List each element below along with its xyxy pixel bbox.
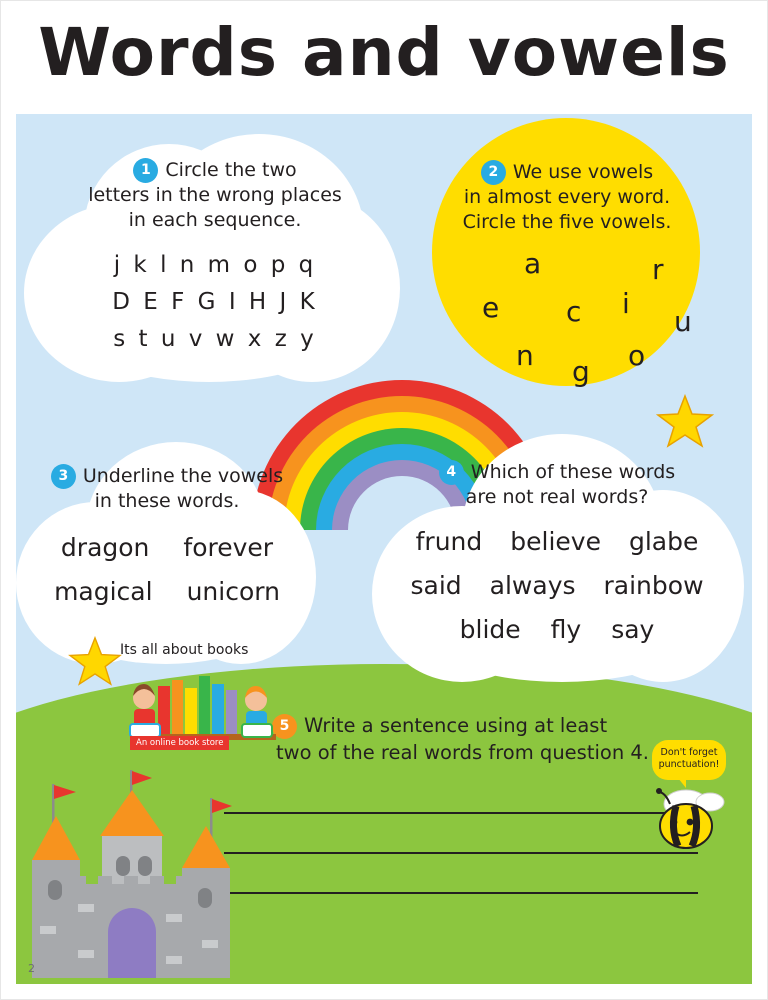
- bee-speech-line2: punctuation!: [658, 759, 720, 770]
- letter-c[interactable]: c: [566, 295, 582, 328]
- sequence-row[interactable]: s t u v w x z y: [113, 326, 317, 352]
- title-band: [16, 8, 752, 114]
- page-title: Words and vowels: [38, 14, 730, 91]
- bee-illustration: [648, 744, 738, 854]
- answer-line[interactable]: [224, 812, 698, 814]
- question-2-prompt: [456, 160, 678, 235]
- word-item[interactable]: unicorn: [186, 577, 280, 606]
- word-item[interactable]: fly: [550, 615, 582, 644]
- word-item[interactable]: glabe: [628, 527, 699, 556]
- question-3-prompt-line1: Underline the vowels: [82, 465, 284, 487]
- question-4-prompt-line1: Which of these words: [470, 461, 676, 483]
- word-item[interactable]: rainbow: [603, 571, 704, 600]
- letter-a[interactable]: a: [524, 247, 542, 280]
- bee-speech-bubble: [652, 740, 726, 780]
- question-4-words: [392, 520, 722, 652]
- word-item[interactable]: say: [611, 615, 655, 644]
- question-5: [272, 712, 672, 766]
- answer-lines: [224, 812, 698, 932]
- sequence-row[interactable]: D E F G I H J K: [112, 289, 318, 315]
- page-number: 2: [28, 962, 35, 975]
- question-2-prompt-line2: in almost every word.: [463, 186, 671, 208]
- letter-u[interactable]: u: [674, 305, 692, 338]
- word-item[interactable]: frund: [415, 527, 483, 556]
- question-2-letter-cloud: [456, 243, 692, 388]
- question-4-prompt: [392, 460, 722, 510]
- question-2-prompt-line3: Circle the five vowels.: [462, 211, 672, 233]
- sky-background: [16, 112, 752, 984]
- question-3-prompt-line2: in these words.: [94, 490, 240, 512]
- question-5-prompt-line1: Write a sentence using at least: [304, 714, 608, 737]
- bee-speech-line1: Don't forget: [660, 747, 718, 758]
- star-icon: [656, 394, 714, 448]
- question-5-prompt: [272, 712, 672, 766]
- sequence-row[interactable]: j k l n m o p q: [113, 252, 317, 278]
- question-1-prompt-line1: Circle the two: [165, 159, 297, 181]
- question-2: [456, 160, 692, 388]
- word-item[interactable]: always: [489, 571, 576, 600]
- word-item[interactable]: blide: [459, 615, 521, 644]
- letter-r[interactable]: r: [652, 253, 664, 286]
- question-3-number: 3: [51, 464, 76, 489]
- question-2-prompt-line1: We use vowels: [512, 161, 654, 183]
- word-item[interactable]: dragon: [60, 533, 150, 562]
- word-item[interactable]: magical: [54, 577, 153, 606]
- question-4: [392, 460, 722, 652]
- answer-line[interactable]: [224, 892, 698, 894]
- letter-o[interactable]: o: [628, 339, 646, 372]
- castle-illustration: [16, 764, 248, 984]
- question-3: [36, 464, 298, 614]
- question-3-words: [36, 526, 298, 614]
- question-1-sequences: [62, 247, 368, 358]
- question-5-prompt-line2: two of the real words from question 4.: [276, 741, 649, 764]
- word-item[interactable]: forever: [183, 533, 274, 562]
- question-1-number: 1: [133, 158, 158, 183]
- books-url-label[interactable]: An online book store: [130, 736, 229, 750]
- answer-line[interactable]: [224, 852, 698, 854]
- question-1-prompt-line2: letters in the wrong places: [88, 184, 342, 206]
- question-1: [62, 158, 368, 358]
- books-caption: Its all about books: [120, 642, 249, 658]
- question-5-number: 5: [272, 714, 297, 739]
- question-2-number: 2: [481, 160, 506, 185]
- word-item[interactable]: said: [410, 571, 462, 600]
- question-4-number: 4: [439, 460, 464, 485]
- question-1-prompt: [62, 158, 368, 233]
- word-item[interactable]: believe: [510, 527, 601, 556]
- letter-i[interactable]: i: [622, 287, 630, 320]
- letter-g[interactable]: g: [572, 355, 590, 388]
- star-icon: [68, 636, 122, 686]
- question-3-prompt: [36, 464, 298, 514]
- question-1-prompt-line3: in each sequence.: [128, 209, 302, 231]
- letter-n[interactable]: n: [516, 339, 534, 372]
- letter-e[interactable]: e: [482, 291, 500, 324]
- question-4-prompt-line2: are not real words?: [465, 486, 649, 508]
